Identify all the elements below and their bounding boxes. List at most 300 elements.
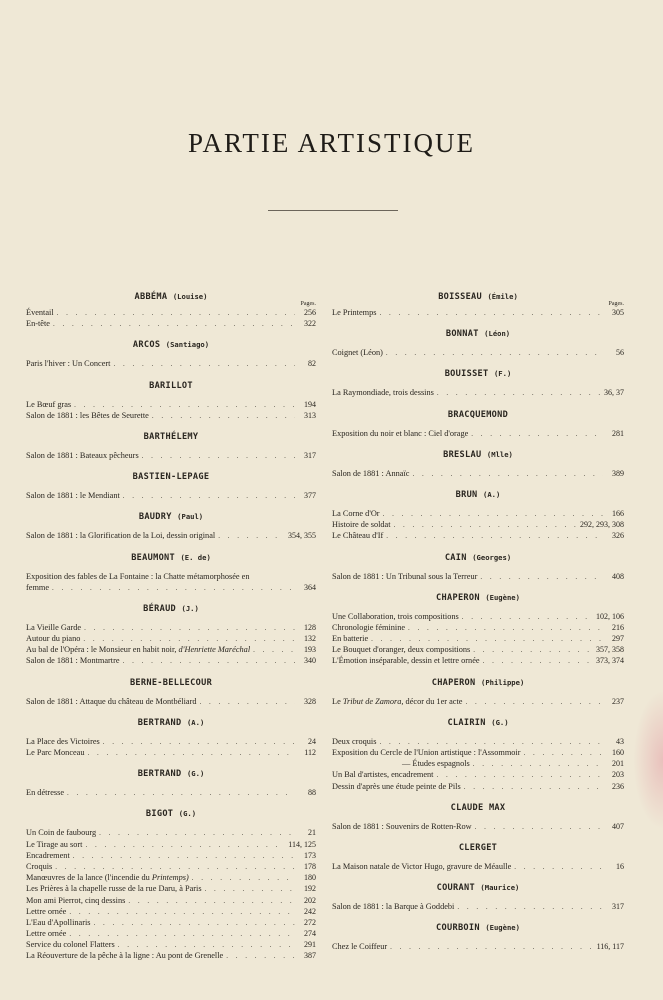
page-number: 364 — [304, 582, 316, 592]
index-entry — [26, 827, 316, 838]
page-number: 16 — [616, 861, 624, 871]
entry-title: En batterie — [332, 634, 369, 644]
index-entry — [26, 318, 316, 329]
section-gap — [26, 667, 316, 676]
leader-dots — [386, 531, 603, 542]
page-number: 56 — [616, 348, 624, 358]
page-number: 201 — [612, 759, 624, 769]
author-heading — [332, 801, 624, 815]
index-entry — [332, 387, 624, 398]
page-number: 354, 355 — [288, 531, 316, 541]
page-number: 202 — [304, 895, 316, 905]
leader-dots — [152, 411, 295, 422]
page-number: 407 — [612, 821, 624, 831]
section-gap — [26, 542, 316, 551]
index-entry — [332, 781, 624, 792]
section-gap — [26, 370, 316, 379]
entry-title: Salon de 1881 : Souvenirs de Rotten-Row — [332, 821, 472, 831]
index-entry — [26, 861, 316, 872]
author-firstname: (Émile) — [487, 292, 518, 301]
section-gap — [332, 479, 624, 488]
page-number: 328 — [304, 696, 316, 706]
author-heading — [332, 367, 624, 381]
index-entry — [26, 872, 316, 883]
index-entry — [332, 468, 624, 479]
leader-dots — [123, 656, 295, 667]
author-firstname: (F.) — [493, 369, 512, 379]
author-name: CLAIRIN — [447, 717, 486, 728]
leader-dots — [67, 788, 295, 799]
section-gap — [332, 439, 624, 448]
entry-title: Lettre ornée — [26, 906, 67, 916]
section-gap — [332, 318, 624, 327]
index-entry — [332, 821, 624, 832]
entry-title: Paris l'hiver : Un Concert — [26, 359, 111, 369]
page-number: 297 — [612, 634, 624, 644]
index-entry — [26, 906, 316, 917]
leader-dots — [383, 509, 603, 520]
page-number: 88 — [308, 788, 316, 798]
pages-column-header: Pages. — [608, 301, 624, 307]
author-heading — [26, 379, 316, 393]
page-number: 160 — [612, 748, 624, 757]
author-heading — [26, 716, 316, 730]
page-number: 236 — [612, 781, 624, 791]
entry-title: Un Coin de faubourg — [26, 828, 97, 838]
author-heading — [26, 510, 316, 524]
entry-title: La Maison natale de Victor Hugo, gravure de Méaulle — [332, 861, 512, 871]
entry-title: Service du colonel Flatters — [26, 940, 115, 950]
entry-title: L'Émotion inséparable, dessin et lettre ornée — [332, 656, 480, 666]
page-number: 194 — [304, 399, 316, 409]
page-number: 377 — [304, 491, 316, 501]
index-entry — [26, 928, 316, 939]
author-name: BAUDRY — [138, 512, 172, 523]
index-entry — [26, 582, 316, 593]
author-name: CHAPERON — [431, 677, 476, 688]
entry-title: Salon de 1881 : la Glorification de la Loi, dessin original — [26, 531, 216, 541]
entry-title: Exposition du noir et blanc : Ciel d'orage — [332, 428, 469, 438]
index-entry — [26, 307, 316, 318]
page-number: 340 — [304, 656, 316, 666]
page-number: 322 — [304, 319, 316, 329]
leader-dots — [471, 429, 603, 440]
author-heading — [26, 602, 316, 616]
author-heading — [26, 430, 316, 444]
author-name: ABBÉMA — [134, 292, 168, 302]
index-entry — [332, 571, 624, 582]
page-number: 274 — [304, 929, 316, 939]
leader-dots — [412, 469, 603, 480]
entry-title: La Place des Victoires — [26, 736, 100, 746]
author-name: BOISSEAU — [438, 292, 482, 302]
author-heading — [332, 448, 624, 462]
index-entry — [332, 519, 624, 530]
entry-title: La Réouverture de la pêche à la ligne : Au pont de Grenelle — [26, 951, 224, 961]
leader-dots — [394, 520, 577, 531]
author-heading — [332, 716, 624, 730]
page-number: 272 — [304, 917, 316, 927]
leader-dots — [408, 623, 603, 634]
leader-dots — [128, 896, 295, 907]
author-name: BERTRAND — [137, 769, 182, 780]
author-name: CLAUDE MAX — [450, 802, 506, 813]
entry-title: Mon ami Pierrot, cinq dessins — [26, 895, 126, 905]
page-number: 203 — [612, 770, 624, 780]
author-firstname: (Eugène) — [485, 592, 520, 602]
pages-column-header: Pages. — [300, 301, 316, 307]
page-number: 102, 106 — [596, 611, 624, 621]
entry-title: Histoire de soldat — [332, 520, 391, 530]
entry-title: Le Printemps — [332, 308, 377, 317]
index-entry — [26, 917, 316, 928]
author-firstname: (Léon) — [484, 329, 511, 339]
section-gap — [26, 707, 316, 716]
index-entry — [26, 622, 316, 633]
leader-dots — [457, 902, 603, 913]
page-number: 242 — [304, 906, 316, 916]
author-name: BRESLAU — [443, 449, 482, 460]
author-heading — [26, 807, 316, 821]
leader-dots — [386, 348, 603, 359]
page-number: 166 — [612, 508, 624, 518]
index-entry — [332, 758, 624, 769]
index-entry — [26, 883, 316, 894]
leader-dots — [437, 388, 601, 399]
leader-dots — [514, 862, 603, 873]
page-number: 36, 37 — [604, 388, 624, 398]
index-entry — [332, 655, 624, 666]
author-heading — [26, 551, 316, 565]
entry-title: L'Eau d'Apollinaris — [26, 917, 91, 927]
page-number: 387 — [304, 951, 316, 961]
section-gap — [26, 421, 316, 430]
author-name: BASTIEN-LEPAGE — [132, 472, 210, 483]
author-name: BEAUMONT — [131, 552, 175, 563]
index-entry — [26, 747, 316, 758]
entry-title: Salon de 1881 : la Barque à Goddebi — [332, 902, 455, 912]
index-entry — [26, 950, 316, 961]
section-gap — [26, 798, 316, 807]
index-entry — [332, 861, 624, 872]
author-name: CHAPERON — [436, 592, 480, 603]
entry-title: Chez le Coiffeur — [332, 942, 388, 952]
author-firstname: (Louise) — [172, 292, 208, 301]
index-entry — [26, 410, 316, 421]
entry-title: La Raymondiade, trois dessins — [332, 388, 434, 398]
leader-dots — [465, 697, 603, 708]
index-entry — [26, 644, 316, 655]
entry-title: Le Château d'If — [332, 531, 384, 541]
author-heading — [332, 676, 624, 690]
author-name: BARTHÉLEMY — [143, 431, 199, 442]
entry-title: Les Prières à la chapelle russe de la rue Daru, à Paris — [26, 884, 202, 894]
entry-title: La Corne d'Or — [332, 508, 380, 518]
author-name: BONNAT — [445, 329, 479, 340]
page-number: 291 — [304, 940, 316, 950]
author-firstname: (G.) — [178, 809, 197, 819]
section-gap — [332, 399, 624, 408]
page-number: 317 — [612, 902, 624, 912]
author-heading — [26, 470, 316, 484]
index-entry — [332, 769, 624, 780]
section-gap — [26, 501, 316, 510]
entry-title: Le Bouquet d'oranger, deux compositions — [332, 645, 471, 655]
right-column — [332, 290, 624, 953]
author-heading — [26, 676, 316, 690]
author-heading — [332, 408, 624, 422]
page-number: 305 — [612, 308, 624, 317]
page-number: 173 — [304, 850, 316, 860]
page-number: 281 — [612, 428, 624, 438]
index-entry — [26, 696, 316, 707]
author-name: BERNE-BELLECOUR — [129, 677, 213, 688]
index-entry — [332, 508, 624, 519]
entry-title: Deux croquis — [332, 736, 377, 746]
entry-title: Salon de 1881 : Annaïc — [332, 468, 410, 478]
leader-dots — [226, 951, 295, 962]
entry-title: En détresse — [26, 788, 65, 798]
entry-title: Le Tribut de Zamora, décor du 1er acte — [332, 696, 463, 706]
left-column — [26, 290, 316, 962]
leader-dots — [142, 451, 295, 462]
entry-italic-title: Tribut de Zamora, — [342, 696, 404, 706]
page-number: 313 — [304, 410, 316, 420]
leader-dots — [436, 770, 603, 781]
leader-dots — [205, 884, 295, 895]
section-gap — [332, 358, 624, 367]
author-name: CLERGET — [458, 842, 498, 853]
entry-title: Salon de 1881 : les Bêtes de Seurette — [26, 410, 149, 420]
entry-title: Dessin d'après une étude peinte de Pils — [332, 781, 461, 791]
entry-title: Manœuvres de la lance (l'incendie du Printemps) — [26, 873, 189, 883]
author-name: BRUN — [455, 489, 478, 500]
page-number: 128 — [304, 622, 316, 632]
index-entry — [332, 901, 624, 912]
entry-title: Le Parc Monceau — [26, 748, 85, 758]
index-entry — [26, 850, 316, 861]
author-heading — [332, 327, 624, 341]
leader-dots — [473, 759, 603, 770]
section-gap — [332, 832, 624, 841]
page-number: 112 — [304, 748, 316, 758]
page-number: 193 — [304, 645, 316, 655]
leader-dots — [85, 840, 285, 851]
entry-title: Lettre ornée — [26, 929, 67, 939]
leader-dots — [390, 942, 593, 953]
author-firstname: (A.) — [483, 489, 501, 499]
page-number: 357, 358 — [596, 645, 624, 655]
section-gap — [332, 542, 624, 551]
author-heading — [332, 881, 624, 895]
entry-title: Éventail — [26, 308, 54, 317]
page-number: 178 — [304, 861, 316, 871]
entry-title: La Vieille Garde — [26, 622, 82, 632]
page-number: 82 — [308, 359, 316, 369]
section-gap — [26, 758, 316, 767]
page-number: 256 — [304, 308, 316, 317]
index-entry — [332, 696, 624, 707]
leader-dots — [379, 308, 603, 319]
index-entry — [332, 633, 624, 644]
entry-title: Un Bal d'artistes, encadrement — [332, 770, 434, 780]
author-firstname: (Philippe) — [481, 677, 525, 687]
entry-title: Le Tirage au sort — [26, 839, 83, 849]
author-firstname: (G.) — [186, 769, 205, 779]
author-firstname: (G.) — [491, 717, 509, 727]
index-entry — [26, 490, 316, 501]
index-entry — [26, 530, 316, 541]
index-entry — [332, 347, 624, 358]
leader-dots — [483, 656, 593, 667]
index-entry — [26, 736, 316, 747]
author-name: CAIN — [444, 552, 467, 563]
entry-title: Coignet (Léon) — [332, 348, 383, 358]
leader-dots — [84, 623, 295, 634]
index-entry — [332, 622, 624, 633]
leader-dots — [99, 828, 295, 839]
author-firstname: (Maurice) — [480, 883, 520, 893]
page-number: 326 — [612, 531, 624, 541]
author-name: ARCOS — [132, 340, 161, 351]
entry-title: Chronologie féminine — [332, 622, 406, 632]
author-name: BRACQUEMOND — [447, 409, 509, 420]
leader-dots — [524, 748, 604, 759]
entry-title: — Études espagnols — [402, 759, 470, 769]
index-entry — [26, 655, 316, 666]
author-name: COURBOIN — [436, 923, 480, 934]
entry-title: Exposition des fables de La Fontaine : la Chatte métamorphosée en — [26, 571, 250, 581]
section-gap — [332, 707, 624, 716]
author-firstname: (J.) — [181, 603, 199, 613]
entry-title: Croquis — [26, 861, 53, 871]
leader-dots — [69, 907, 295, 918]
author-heading — [26, 338, 316, 352]
entry-first-line — [26, 571, 316, 582]
leader-dots — [480, 572, 603, 583]
author-name: BOUISSET — [444, 369, 489, 380]
section-gap — [332, 872, 624, 881]
author-heading — [332, 841, 624, 855]
entry-title: Une Collaboration, trois compositions — [332, 611, 459, 621]
page-number: 192 — [304, 884, 316, 894]
index-entry — [332, 736, 624, 747]
section-gap — [26, 593, 316, 602]
page-number: 43 — [616, 736, 624, 746]
leader-dots — [88, 748, 295, 759]
entry-italic-title: d'Henriette Maréchal — [178, 645, 251, 655]
author-heading — [332, 921, 624, 935]
section-gap — [26, 329, 316, 338]
index-entry — [26, 939, 316, 950]
entry-title: En-tête — [26, 319, 50, 329]
page-number: 21 — [308, 828, 316, 838]
leader-dots — [52, 583, 295, 594]
index-entry — [332, 428, 624, 439]
leader-dots — [462, 612, 593, 623]
page-number: 180 — [304, 873, 316, 883]
leader-dots — [113, 359, 295, 370]
title-divider — [268, 210, 398, 211]
index-entry — [26, 399, 316, 410]
leader-dots — [218, 531, 285, 542]
leader-dots — [123, 491, 295, 502]
entry-title: Salon de 1881 : Attaque du château de Montbéliard — [26, 696, 197, 706]
leader-dots — [94, 918, 295, 929]
entry-title: femme — [26, 582, 50, 592]
entry-title: Salon de 1881 : Bateaux pêcheurs — [26, 450, 139, 460]
entry-title: Au bal de l'Opéra : le Monsieur en habit noir, d'Henriette Maréchal — [26, 645, 251, 655]
page-number: 317 — [304, 450, 316, 460]
index-entry — [26, 787, 316, 798]
page-number: 132 — [304, 634, 316, 644]
page-number: 216 — [612, 622, 624, 632]
leader-dots — [192, 873, 295, 884]
index-entry — [332, 530, 624, 541]
author-firstname: (Paul) — [177, 512, 204, 522]
leader-dots — [253, 645, 295, 656]
leader-dots — [53, 319, 295, 330]
section-gap — [332, 667, 624, 676]
index-entry — [332, 941, 624, 952]
leader-dots — [475, 822, 603, 833]
author-name: BARILLOT — [149, 380, 193, 391]
entry-title: Le Bœuf gras — [26, 399, 72, 409]
leader-dots — [464, 782, 603, 793]
entry-title: Salon de 1881 : Un Tribunal sous la Terreur — [332, 571, 478, 581]
author-firstname: (Mlle) — [486, 449, 513, 459]
entry-title: Salon de 1881 : Montmartre — [26, 656, 120, 666]
index-entry — [26, 358, 316, 369]
page-number: 389 — [612, 468, 624, 478]
index-entry — [26, 633, 316, 644]
section-gap — [332, 792, 624, 801]
author-name: COURANT — [436, 883, 475, 894]
leader-dots — [200, 697, 295, 708]
author-heading — [332, 488, 624, 502]
index-entry — [26, 839, 316, 850]
leader-dots — [473, 645, 593, 656]
leader-dots — [57, 308, 295, 319]
author-name: BERTRAND — [137, 717, 182, 728]
author-name: BÉRAUD — [143, 603, 177, 614]
author-firstname: (Eugène) — [485, 923, 520, 933]
page-title: PARTIE ARTISTIQUE — [187, 128, 476, 158]
author-heading — [332, 591, 624, 605]
author-firstname: (A.) — [186, 717, 205, 727]
author-firstname: (E. de) — [180, 552, 211, 562]
index-entry — [332, 611, 624, 622]
page-number: 24 — [308, 736, 316, 746]
leader-dots — [73, 851, 295, 862]
author-heading — [26, 767, 316, 781]
section-gap — [26, 461, 316, 470]
index-entry — [332, 644, 624, 655]
author-heading — [332, 551, 624, 565]
page-number: 292, 293, 308 — [580, 520, 624, 530]
paper-stain — [633, 690, 663, 830]
page-number: 373, 374 — [596, 656, 624, 666]
author-firstname: (Santiago) — [165, 340, 210, 350]
entry-italic-title: Printemps) — [151, 873, 189, 883]
entry-title: Exposition du Cercle de l'Union artistique : l'Assommoir — [332, 748, 521, 757]
author-firstname: (Georges) — [472, 552, 512, 562]
section-gap — [332, 912, 624, 921]
section-gap — [332, 582, 624, 591]
index-entry — [26, 450, 316, 461]
author-name: BIGOT — [145, 809, 174, 820]
page-number: 116, 117 — [596, 942, 624, 952]
